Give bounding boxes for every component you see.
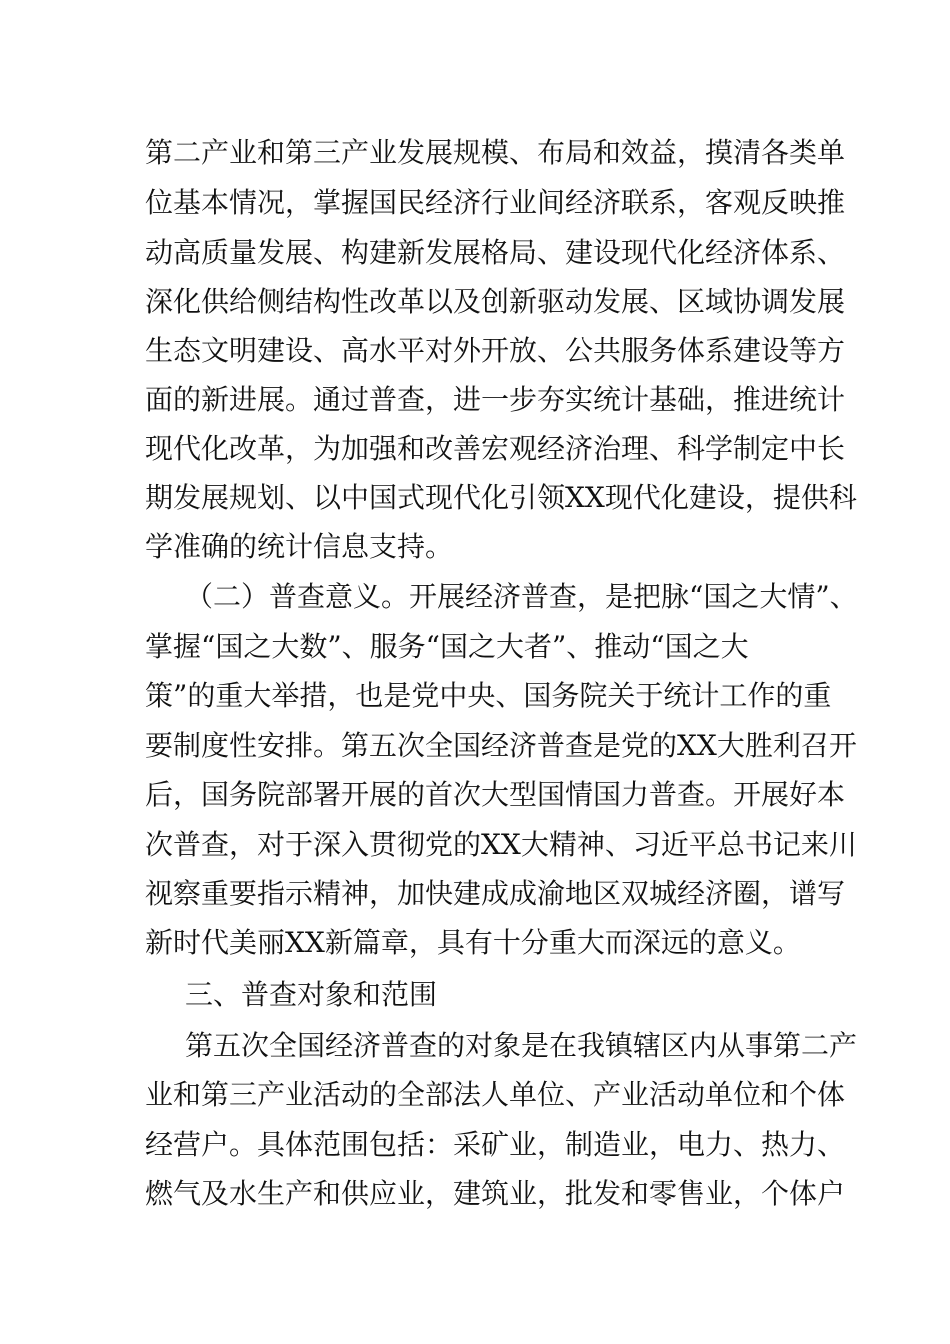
text-line-1: 第二产业和第三产业发展规模、布局和效益，摸清各类单: [145, 136, 846, 169]
text-line-19: 第五次全国经济普查的对象是在我镇辖区内从事第二产: [185, 1029, 858, 1062]
text-line-8: 期发展规划、以中国式现代化引领XX现代化建设，提供科: [145, 481, 857, 514]
text-line-15: 次普查，对于深入贯彻党的XX大精神、习近平总书记来川: [145, 828, 857, 861]
text-line-2: 位基本情况，掌握国民经济行业间经济联系，客观反映推: [145, 186, 846, 219]
text-line-13: 要制度性安排。第五次全国经济普查是党的XX大胜利召开: [145, 729, 857, 762]
text-line-20: 业和第三产业活动的全部法人单位、产业活动单位和个体: [145, 1078, 846, 1111]
text-line-5: 生态文明建设、高水平对外开放、公共服务体系建设等方: [145, 334, 846, 367]
text-line-21: 经营户。具体范围包括：采矿业，制造业，电力、热力、: [145, 1128, 846, 1161]
text-line-11: 掌握“国之大数”、服务“国之大者”、推动“国之大: [145, 630, 749, 663]
text-line-9: 学准确的统计信息支持。: [145, 530, 454, 563]
text-line-17: 新时代美丽XX新篇章，具有十分重大而深远的意义。: [145, 926, 801, 959]
section-heading-scope: 三、普查对象和范围: [185, 978, 438, 1011]
text-line-14: 后，国务院部署开展的首次大型国情国力普查。开展好本: [145, 778, 846, 811]
text-line-16: 视察重要指示精神，加快建成成渝地区双城经济圈，谱写: [145, 877, 846, 910]
text-line-22: 燃气及水生产和供应业，建筑业，批发和零售业，个体户: [145, 1177, 846, 1210]
text-line-7: 现代化改革，为加强和改善宏观经济治理、科学制定中长: [145, 432, 846, 465]
text-line-4: 深化供给侧结构性改革以及创新驱动发展、区域协调发展: [145, 285, 846, 318]
section-heading-significance: （二）普查意义。开展经济普查，是把脉“国之大情”、: [185, 580, 858, 613]
text-line-3: 动高质量发展、构建新发展格局、建设现代化经济体系、: [145, 236, 846, 269]
text-line-6: 面的新进展。通过普查，进一步夯实统计基础，推进统计: [145, 383, 846, 416]
text-line-12: 策”的重大举措，也是党中央、国务院关于统计工作的重: [145, 679, 832, 712]
